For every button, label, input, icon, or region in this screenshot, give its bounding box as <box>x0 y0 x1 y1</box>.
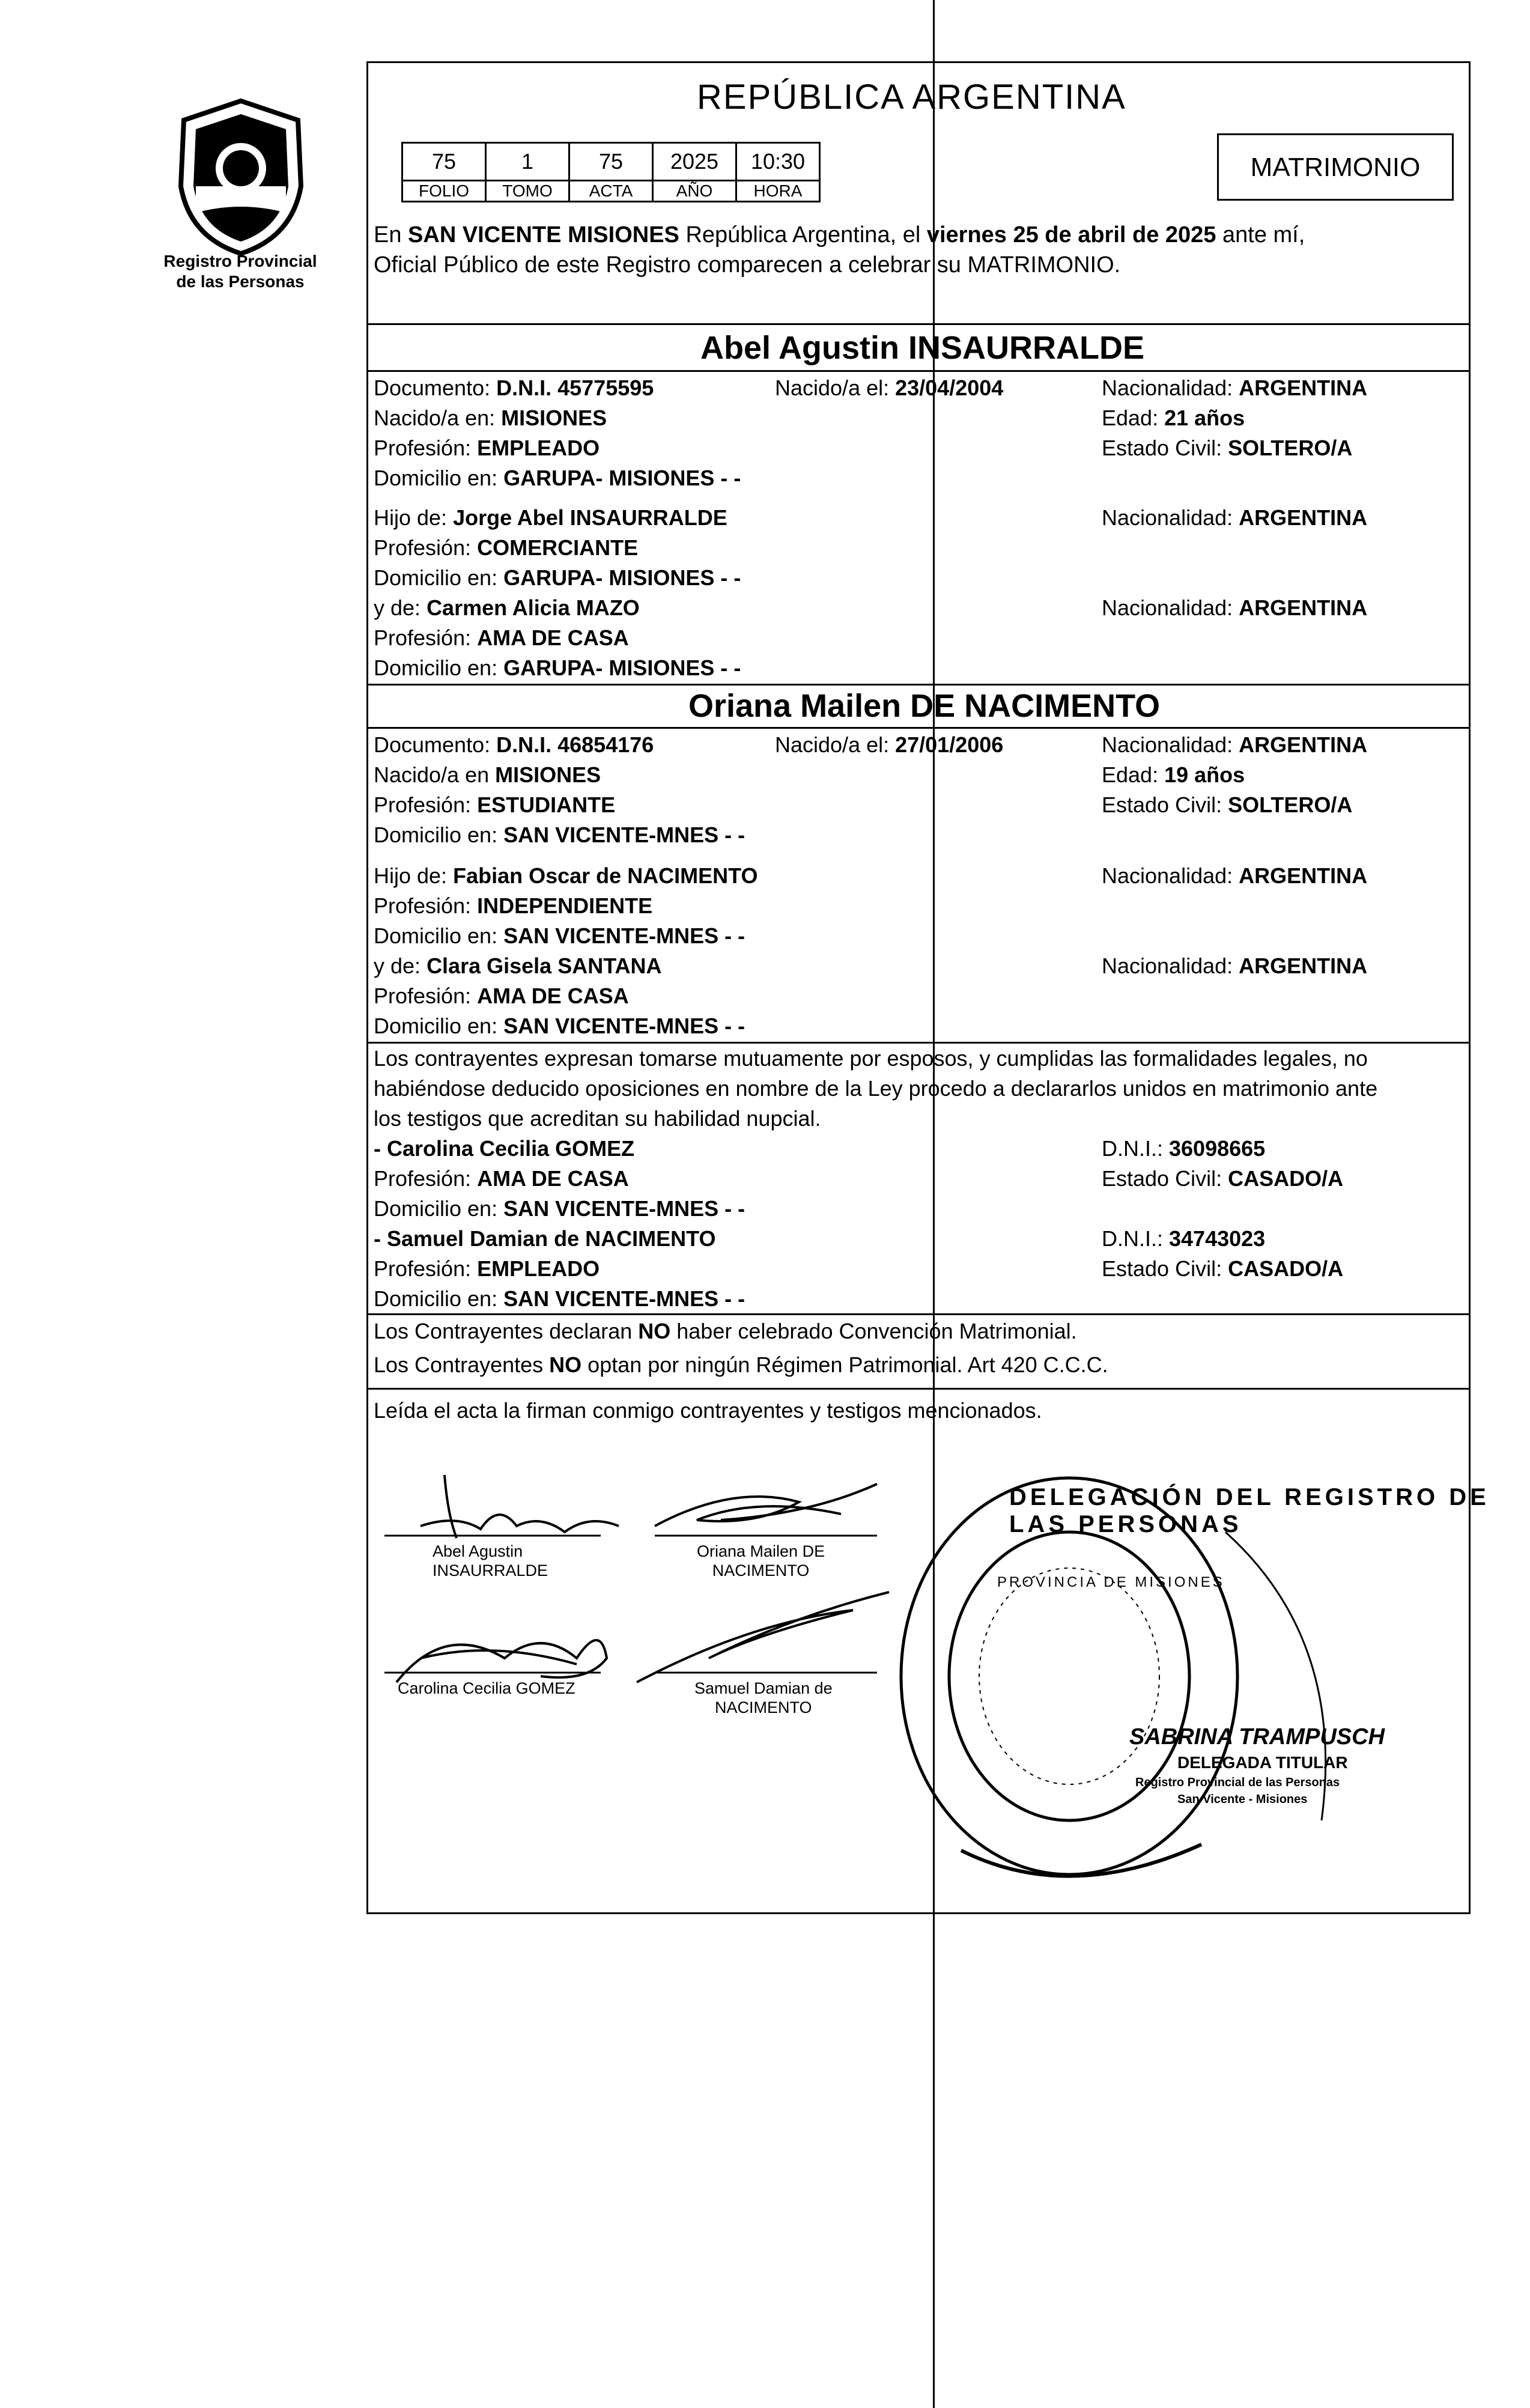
convention-line-2: Los Contrayentes NO optan por ningún Régimen Patrimonial. Art 420 C.C.C. <box>374 1352 1108 1377</box>
party2-age: Edad: 19 años <box>1102 762 1245 787</box>
intro-line-2: Oficial Público de este Registro comparecen a celebrar su MATRIMONIO. <box>374 252 1121 278</box>
year-value: 2025 <box>653 143 736 181</box>
party1-birthplace: Nacido/a en: MISIONES <box>374 406 607 430</box>
party1-mother-profession: Profesión: AMA DE CASA <box>374 625 629 650</box>
declaration-line-2: habiéndose deducido oposiciones en nombre de la Ley procedo a declararlos unidos en matrimonio ante <box>374 1076 1378 1101</box>
party2-mother: y de: Clara Gisela SANTANA <box>374 953 662 978</box>
witness1-name: - Carolina Cecilia GOMEZ <box>374 1136 635 1161</box>
party2-profession: Profesión: ESTUDIANTE <box>374 792 616 817</box>
witness2-dni: D.N.I.: 34743023 <box>1102 1226 1266 1251</box>
folio-value: 75 <box>402 143 486 181</box>
official-title: DELEGADA TITULAR <box>1177 1753 1348 1772</box>
party2-mother-domicile: Domicilio en: SAN VICENTE-MNES - - <box>374 1014 745 1038</box>
party2-document: Documento: D.N.I. 46854176 <box>374 732 654 757</box>
signature-label-groom: Abel Agustin INSAURRALDE <box>433 1542 548 1579</box>
party2-birthplace: Nacido/a en MISIONES <box>374 762 601 787</box>
signature-label-bride: Oriana Mailen DE NACIMENTO <box>697 1542 825 1579</box>
convention-line-1: Los Contrayentes declaran NO haber celebrado Convención Matrimonial. <box>374 1319 1077 1343</box>
stamp-outer-text: DELEGACIÓN DEL REGISTRO DE LAS PERSONAS <box>1009 1484 1490 1537</box>
party2-civil-status: Estado Civil: SOLTERO/A <box>1102 792 1353 817</box>
tomo-label: TOMO <box>486 181 569 202</box>
party1-mother: y de: Carmen Alicia MAZO <box>374 595 640 620</box>
party1-born: Nacido/a el: 23/04/2004 <box>775 375 1004 400</box>
intro-line-1: En SAN VICENTE MISIONES República Argentina, el viernes 25 de abril de 2025 ante mí, <box>374 222 1305 248</box>
year-label: AÑO <box>653 181 736 202</box>
party1-age: Edad: 21 años <box>1102 406 1245 430</box>
signature-label-witness2: Samuel Damian de NACIMENTO <box>694 1679 833 1716</box>
party1-name: Abel Agustin INSAURRALDE <box>700 330 1144 366</box>
witness1-civil-status: Estado Civil: CASADO/A <box>1102 1166 1344 1191</box>
registry-line-1: Registro Provincial <box>163 252 317 270</box>
party2-mother-profession: Profesión: AMA DE CASA <box>374 984 629 1008</box>
party2-mother-nationality: Nacionalidad: ARGENTINA <box>1102 953 1368 978</box>
party1-father-domicile: Domicilio en: GARUPA- MISIONES - - <box>374 565 741 590</box>
witness1-domicile: Domicilio en: SAN VICENTE-MNES - - <box>374 1196 745 1221</box>
hour-label: HORA <box>736 181 820 202</box>
folio-label: FOLIO <box>402 181 486 202</box>
official-org-1: Registro Provincial de las Personas <box>1135 1776 1340 1789</box>
stamp-inner-text: PROVINCIA DE MISIONES <box>997 1574 1225 1590</box>
hour-value: 10:30 <box>736 143 820 181</box>
party1-father-profession: Profesión: COMERCIANTE <box>374 535 639 560</box>
witness2-name: - Samuel Damian de NACIMENTO <box>374 1226 716 1251</box>
witness2-domicile: Domicilio en: SAN VICENTE-MNES - - <box>374 1286 745 1311</box>
witness2-profession: Profesión: EMPLEADO <box>374 1256 600 1281</box>
official-org-2: San Vicente - Misiones <box>1177 1793 1308 1806</box>
party1-mother-domicile: Domicilio en: GARUPA- MISIONES - - <box>374 655 741 680</box>
party1-mother-nationality: Nacionalidad: ARGENTINA <box>1102 595 1368 620</box>
witness1-dni: D.N.I.: 36098665 <box>1102 1136 1266 1161</box>
party1-nationality: Nacionalidad: ARGENTINA <box>1102 375 1368 400</box>
republic-title: REPÚBLICA ARGENTINA <box>697 78 1126 117</box>
party2-name: Oriana Mailen DE NACIMENTO <box>688 688 1161 724</box>
party2-domicile: Domicilio en: SAN VICENTE-MNES - - <box>374 822 745 847</box>
party2-father-domicile: Domicilio en: SAN VICENTE-MNES - - <box>374 923 745 948</box>
record-type-box: MATRIMONIO <box>1217 133 1454 201</box>
party2-nationality: Nacionalidad: ARGENTINA <box>1102 732 1368 757</box>
party1-civil-status: Estado Civil: SOLTERO/A <box>1102 436 1353 460</box>
witness2-civil-status: Estado Civil: CASADO/A <box>1102 1256 1344 1281</box>
party1-profession: Profesión: EMPLEADO <box>374 436 600 460</box>
signature-label-witness1: Carolina Cecilia GOMEZ <box>398 1679 575 1697</box>
party2-father-nationality: Nacionalidad: ARGENTINA <box>1102 863 1368 888</box>
party1-domicile: Domicilio en: GARUPA- MISIONES - - <box>374 466 741 490</box>
party1-document: Documento: D.N.I. 45775595 <box>374 375 654 400</box>
acta-label: ACTA <box>569 181 653 202</box>
party2-father: Hijo de: Fabian Oscar de NACIMENTO <box>374 863 758 888</box>
witness1-profession: Profesión: AMA DE CASA <box>374 1166 629 1191</box>
closing-text: Leída el acta la firman conmigo contrayentes y testigos mencionados. <box>374 1398 1042 1423</box>
acta-value: 75 <box>569 143 653 181</box>
official-name: SABRINA TRAMPUSCH <box>1129 1724 1385 1750</box>
declaration-line-1: Los contrayentes expresan tomarse mutuamente por esposos, y cumplidas las formalidades legales, no <box>374 1046 1368 1071</box>
party2-born: Nacido/a el: 27/01/2006 <box>775 732 1004 757</box>
party1-father-nationality: Nacionalidad: ARGENTINA <box>1102 505 1368 530</box>
party1-father: Hijo de: Jorge Abel INSAURRALDE <box>374 505 727 530</box>
declaration-line-3: los testigos que acreditan su habilidad nupcial. <box>374 1106 821 1131</box>
registry-line-2: de las Personas <box>176 272 305 291</box>
party2-father-profession: Profesión: INDEPENDIENTE <box>374 893 653 918</box>
tomo-value: 1 <box>486 143 569 181</box>
